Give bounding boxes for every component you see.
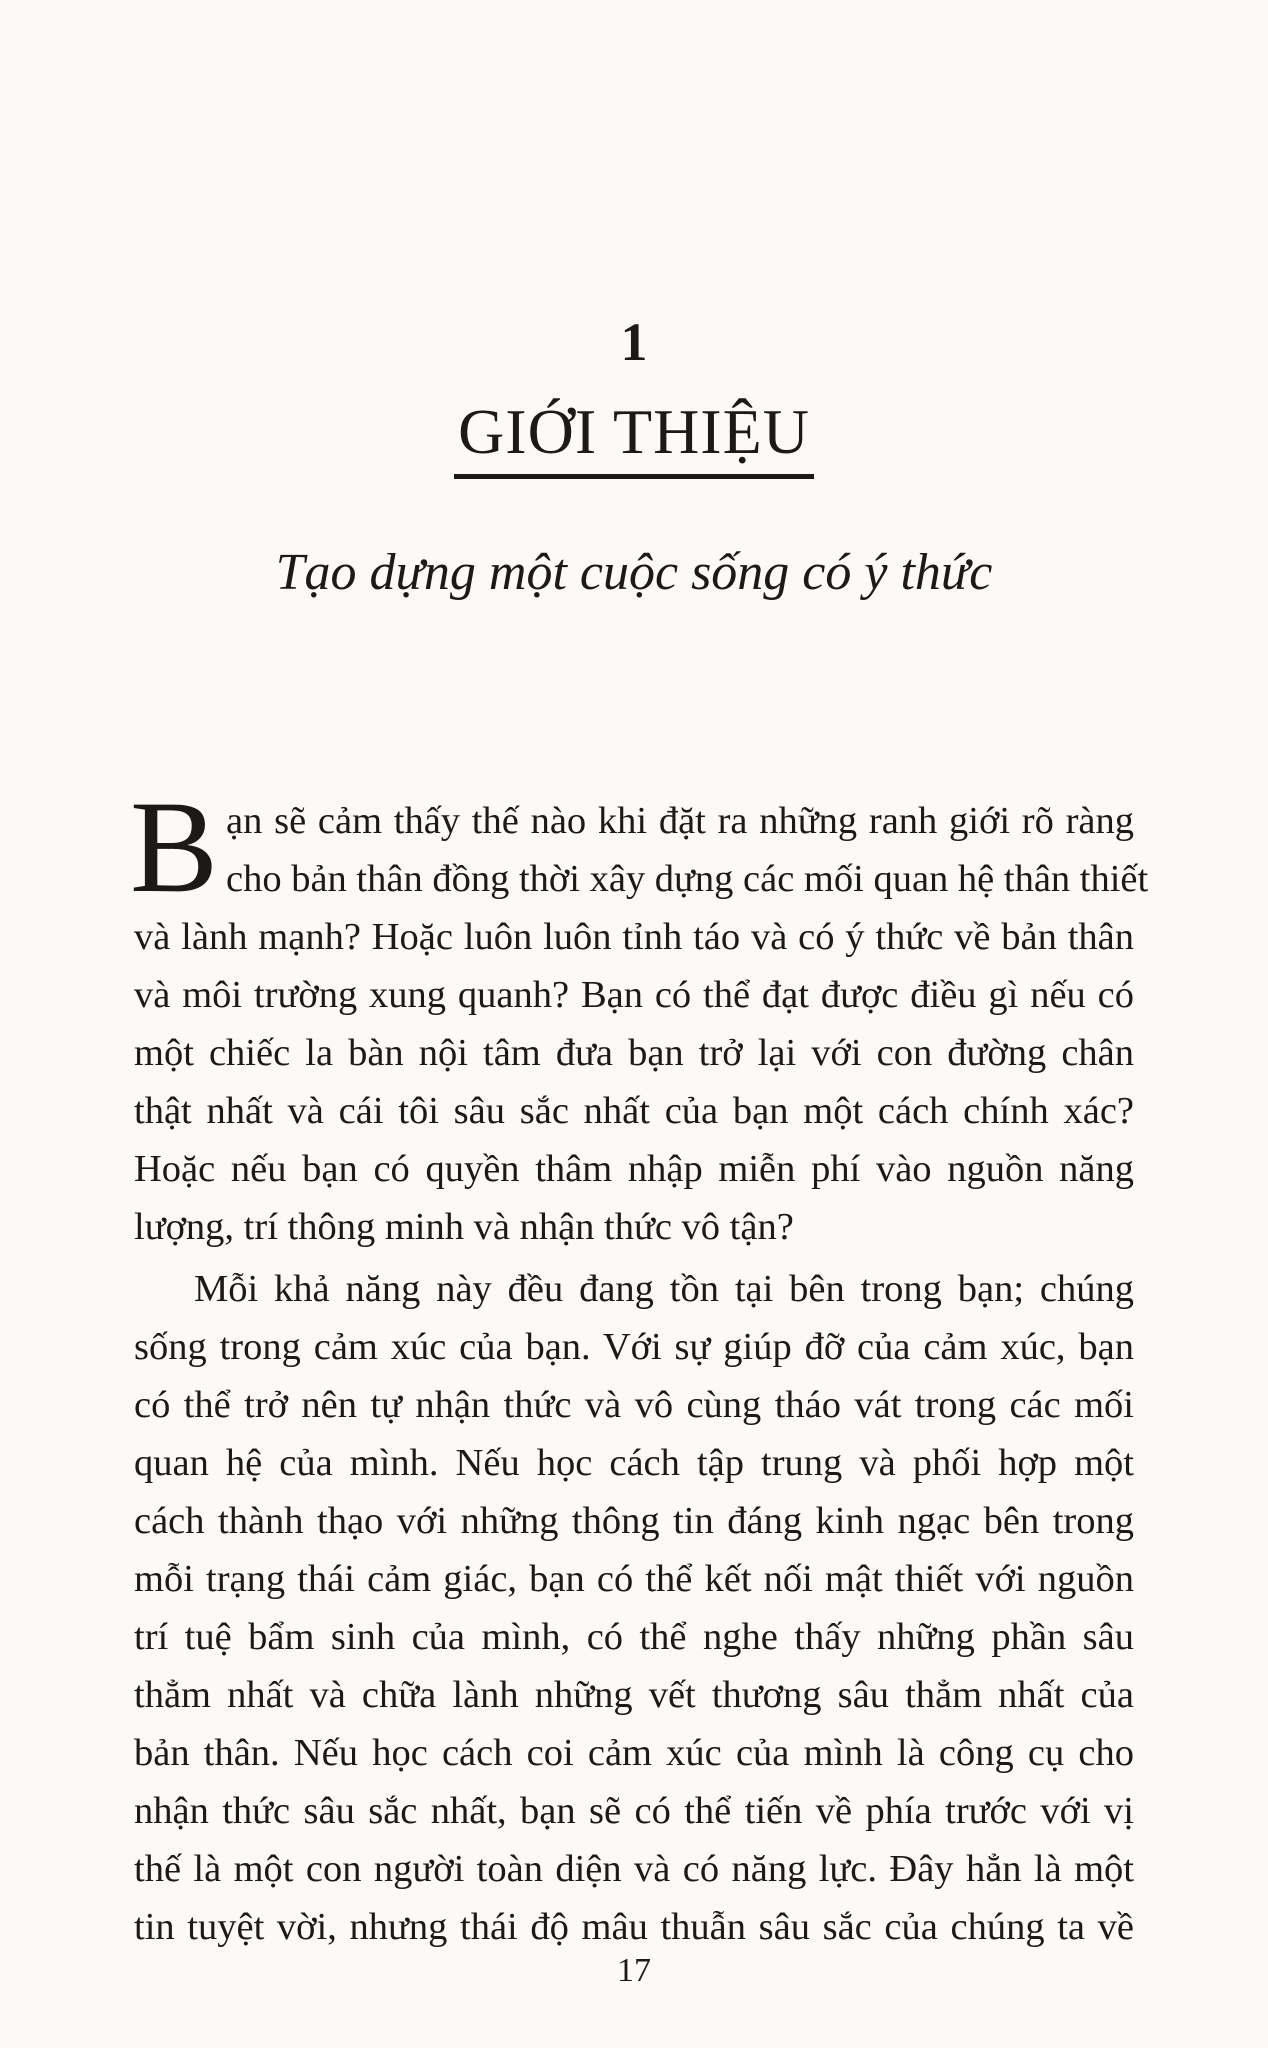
text-line: sống trong cảm xúc của bạn. Với sự giúp đỡ của cảm xúc, bạn — [134, 1326, 1134, 1368]
drop-cap: B — [130, 773, 219, 920]
text-line: Hoặc nếu bạn có quyền thâm nhập miễn phí vào nguồn năng — [134, 1148, 1134, 1190]
body-text — [130, 773, 1149, 1956]
chapter-subtitle: Tạo dựng một cuộc sống có ý thức — [275, 544, 993, 601]
text-line: và lành mạnh? Hoặc luôn luôn tỉnh táo và có ý thức về bản thân — [134, 916, 1134, 958]
text-line: thật nhất và cái tôi sâu sắc nhất của bạn một cách chính xác? — [134, 1090, 1134, 1132]
chapter-title — [0, 392, 1268, 479]
text-line: cách thành thạo với những thông tin đáng kinh ngạc bên trong — [134, 1500, 1134, 1542]
text-line: và môi trường xung quanh? Bạn có thể đạt được điều gì nếu có — [134, 974, 1134, 1016]
page-number: 17 — [617, 1952, 651, 1989]
text-line: Mỗi khả năng này đều đang tồn tại bên trong bạn; chúng — [194, 1268, 1134, 1310]
text-line: cho bản thân đồng thời xây dựng các mối quan hệ thân thiết — [226, 858, 1149, 900]
text-line: mỗi trạng thái cảm giác, bạn có thể kết nối mật thiết với nguồn — [134, 1558, 1134, 1600]
text-line: lượng, trí thông minh và nhận thức vô tận? — [134, 1206, 794, 1248]
text-line: nhận thức sâu sắc nhất, bạn sẽ có thể tiến về phía trước với vị — [134, 1790, 1134, 1832]
text-line: bản thân. Nếu học cách coi cảm xúc của mình là công cụ cho — [134, 1732, 1134, 1774]
chapter-title-text: GIỚI THIỆU — [454, 392, 814, 479]
text-line: thẳm nhất và chữa lành những vết thương sâu thẳm nhất của — [134, 1674, 1134, 1716]
text-line: trí tuệ bẩm sinh của mình, có thể nghe thấy những phần sâu — [134, 1616, 1134, 1658]
text-line: tin tuyệt vời, nhưng thái độ mâu thuẫn sâu sắc của chúng ta về — [134, 1906, 1134, 1948]
paragraph-2 — [134, 1260, 1134, 1956]
text-line: một chiếc la bàn nội tâm đưa bạn trở lại với con đường chân — [134, 1032, 1134, 1074]
text-line: ạn sẽ cảm thấy thế nào khi đặt ra những ranh giới rõ ràng — [226, 800, 1134, 842]
text-line: quan hệ của mình. Nếu học cách tập trung và phối hợp một — [134, 1442, 1134, 1484]
chapter-number: 1 — [620, 312, 648, 372]
text-line: thế là một con người toàn diện và có năng lực. Đây hẳn là một — [134, 1848, 1134, 1890]
paragraph-1 — [130, 773, 1149, 1256]
text-line: có thể trở nên tự nhận thức và vô cùng tháo vát trong các mối — [134, 1384, 1134, 1426]
